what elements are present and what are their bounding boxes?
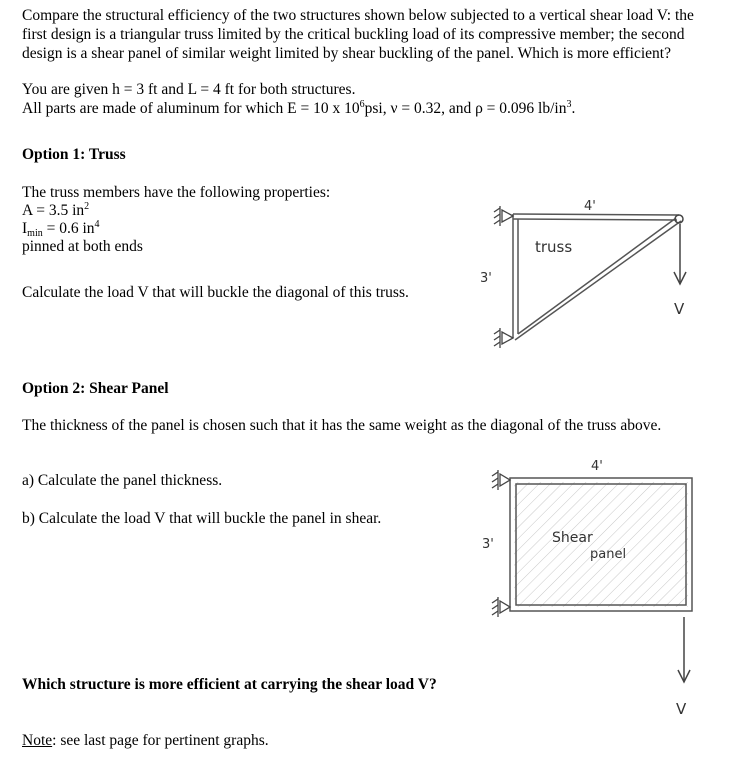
truss-figure — [480, 188, 710, 360]
given-line-2-text-c: . — [571, 100, 576, 117]
given-exponent-3: 3 — [566, 99, 572, 110]
option1-imin-value: = 0.6 in — [42, 220, 95, 237]
option1-props-intro: The truss members have the following properties: — [22, 184, 331, 201]
truss-top-member — [513, 214, 679, 220]
option1-area — [22, 201, 89, 220]
note — [22, 731, 269, 750]
option1-imin-subscript: min — [27, 228, 43, 239]
panel-load-label: V — [676, 700, 687, 718]
truss-vertical-member — [513, 214, 518, 338]
option2-heading: Option 2: Shear Panel — [22, 380, 169, 397]
option1-area-text: A = 3.5 in — [22, 202, 85, 219]
given-line-2-text-a: All parts are made of aluminum for which E = 10 x 10 — [22, 100, 360, 117]
shear-panel-web — [514, 482, 688, 607]
truss-bottom-pin-support-icon — [494, 328, 513, 348]
intro-line-1: Compare the structural efficiency of the two structures shown below subjected to a vertical shear load V: the — [22, 7, 694, 24]
note-label: Note — [22, 732, 53, 749]
given-line-1: You are given h = 3 ft and L = 4 ft for both structures. — [22, 81, 356, 98]
intro-line-3: design is a shear panel of similar weight limited by shear buckling of the panel. Which is more efficient? — [22, 45, 671, 62]
panel-top-pin-support-icon — [492, 470, 510, 490]
truss-load-label: V — [674, 300, 685, 318]
truss-name-label: truss — [535, 238, 573, 256]
given-exponent-6: 6 — [359, 99, 365, 110]
truss-top-pin-support-icon — [494, 206, 513, 226]
option1-ends: pinned at both ends — [22, 238, 143, 255]
note-text: : see last page for pertinent graphs. — [52, 732, 269, 749]
option2-task-a: a) Calculate the panel thickness. — [22, 472, 223, 489]
panel-name-line-1: Shear — [552, 530, 593, 546]
panel-height-label: 3' — [482, 537, 494, 552]
given-line-2-text-b: psi, ν = 0.32, and ρ = 0.096 lb/in — [364, 100, 567, 117]
option1-imin-exponent: 4 — [94, 219, 100, 230]
efficiency-question: Which structure is more efficient at carrying the shear load V? — [22, 676, 437, 693]
option2-desc: The thickness of the panel is chosen such that it has the same weight as the diagonal of the truss above. — [22, 417, 662, 434]
panel-load-arrow-icon — [678, 617, 690, 682]
panel-name-line-2: panel — [590, 547, 627, 562]
shear-panel-figure — [480, 452, 710, 722]
given-line-2 — [22, 99, 575, 118]
option2-task-b: b) Calculate the load V that will buckle the panel in shear. — [22, 510, 382, 527]
panel-bottom-pin-support-icon — [492, 597, 510, 617]
truss-length-label: 4' — [584, 199, 596, 214]
intro-line-2: first design is a triangular truss limited by the critical buckling load of its compressive member; the second — [22, 26, 685, 43]
truss-height-label: 3' — [480, 271, 492, 286]
option1-imin-symbol: I — [22, 220, 28, 237]
option1-task: Calculate the load V that will buckle the diagonal of this truss. — [22, 284, 409, 301]
option1-imin — [22, 219, 100, 238]
option1-area-exponent: 2 — [84, 201, 90, 212]
option1-heading: Option 1: Truss — [22, 146, 126, 163]
panel-length-label: 4' — [591, 459, 603, 474]
truss-diagonal-member — [515, 218, 681, 340]
truss-load-arrow-icon — [674, 224, 686, 284]
